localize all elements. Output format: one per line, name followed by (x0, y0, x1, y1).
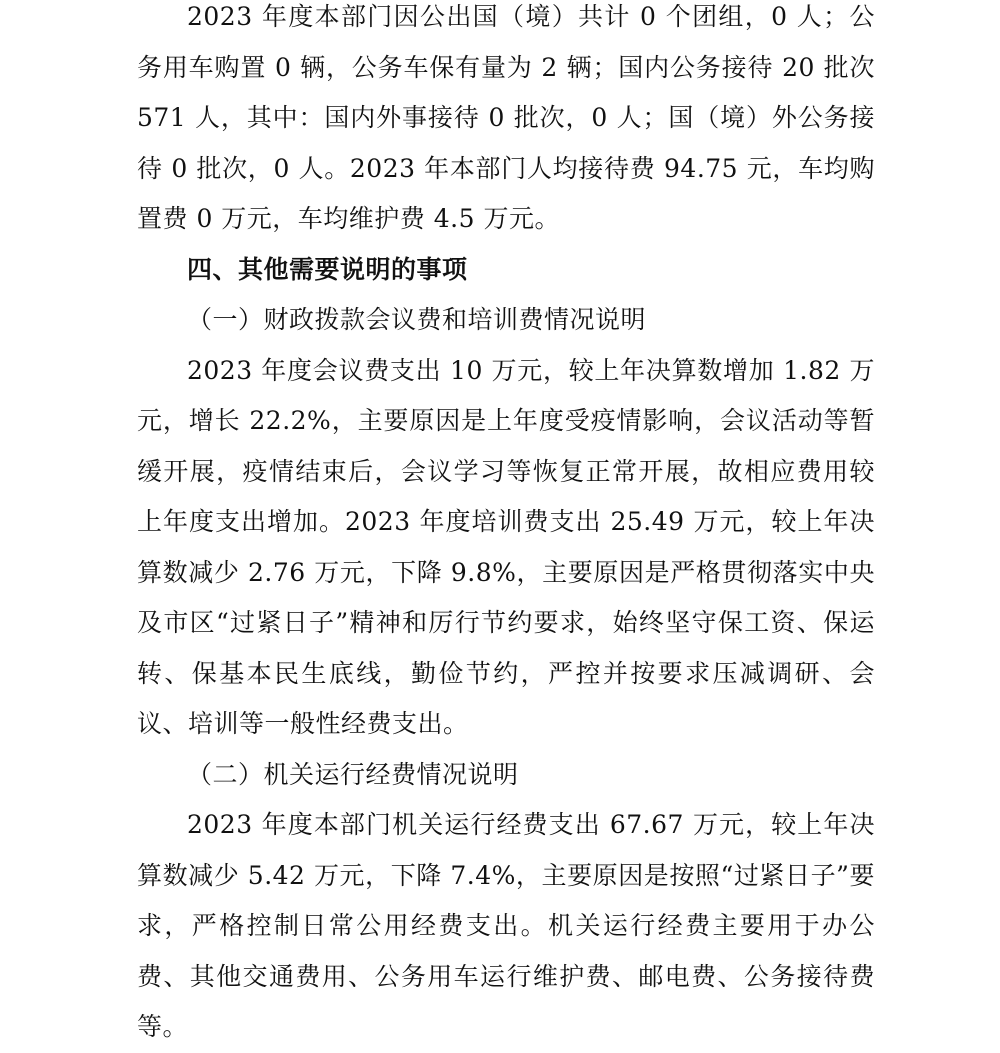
subheading-meeting-training-fees: （一）财政拨款会议费和培训费情况说明 (187, 305, 647, 334)
section-heading-other-matters: 四、其他需要说明的事项 (187, 254, 468, 284)
paragraph-reception-and-vehicles: 2023 年度本部门因公出国（境）共计 0 个团组，0 人；公务用车购置 0 辆，公务车保有量为 2 辆；国内公务接待 20 批次 571 人，其中：国内外事接待 0 批次，0 人；国（境）外公务接待 0 批次，0 人。2023 年本部门人均接待费 94.75 元，车均购置费 0 万元，车均维护费 4.5 万元。 (137, 2, 875, 233)
subheading-operating-expenses: （二）机关运行经费情况说明 (187, 759, 519, 789)
paragraph-meeting-training-fees: 2023 年度会议费支出 10 万元，较上年决算数增加 1.82 万元，增长 22.2%，主要原因是上年度受疫情影响，会议活动等暂缓开展，疫情结束后，会议学习等恢复正常开展，故相应费用较上年度支出增加。2023 年度培训费支出 25.49 万元，较上年决算数减少 2.76 万元，下降 9.8%，主要原因是严格贯彻落实中央及市区“过紧日子”精神和厉行节约要求，始终坚守保工资、保运转、保基本民生底线，勤俭节约，严控并按要求压减调研、会议、培训等一般性经费支出。 (137, 355, 875, 738)
document-page (137, 0, 875, 1053)
paragraph-operating-expenses: 2023 年度本部门机关运行经费支出 67.67 万元，较上年决算数减少 5.42 万元，下降 7.4%，主要原因是按照“过紧日子”要求，严格控制日常公用经费支出。机关运行经费主要用于办公费、其他交通费用、公务用车运行维护费、邮电费、公务接待费等。 (137, 810, 875, 1041)
